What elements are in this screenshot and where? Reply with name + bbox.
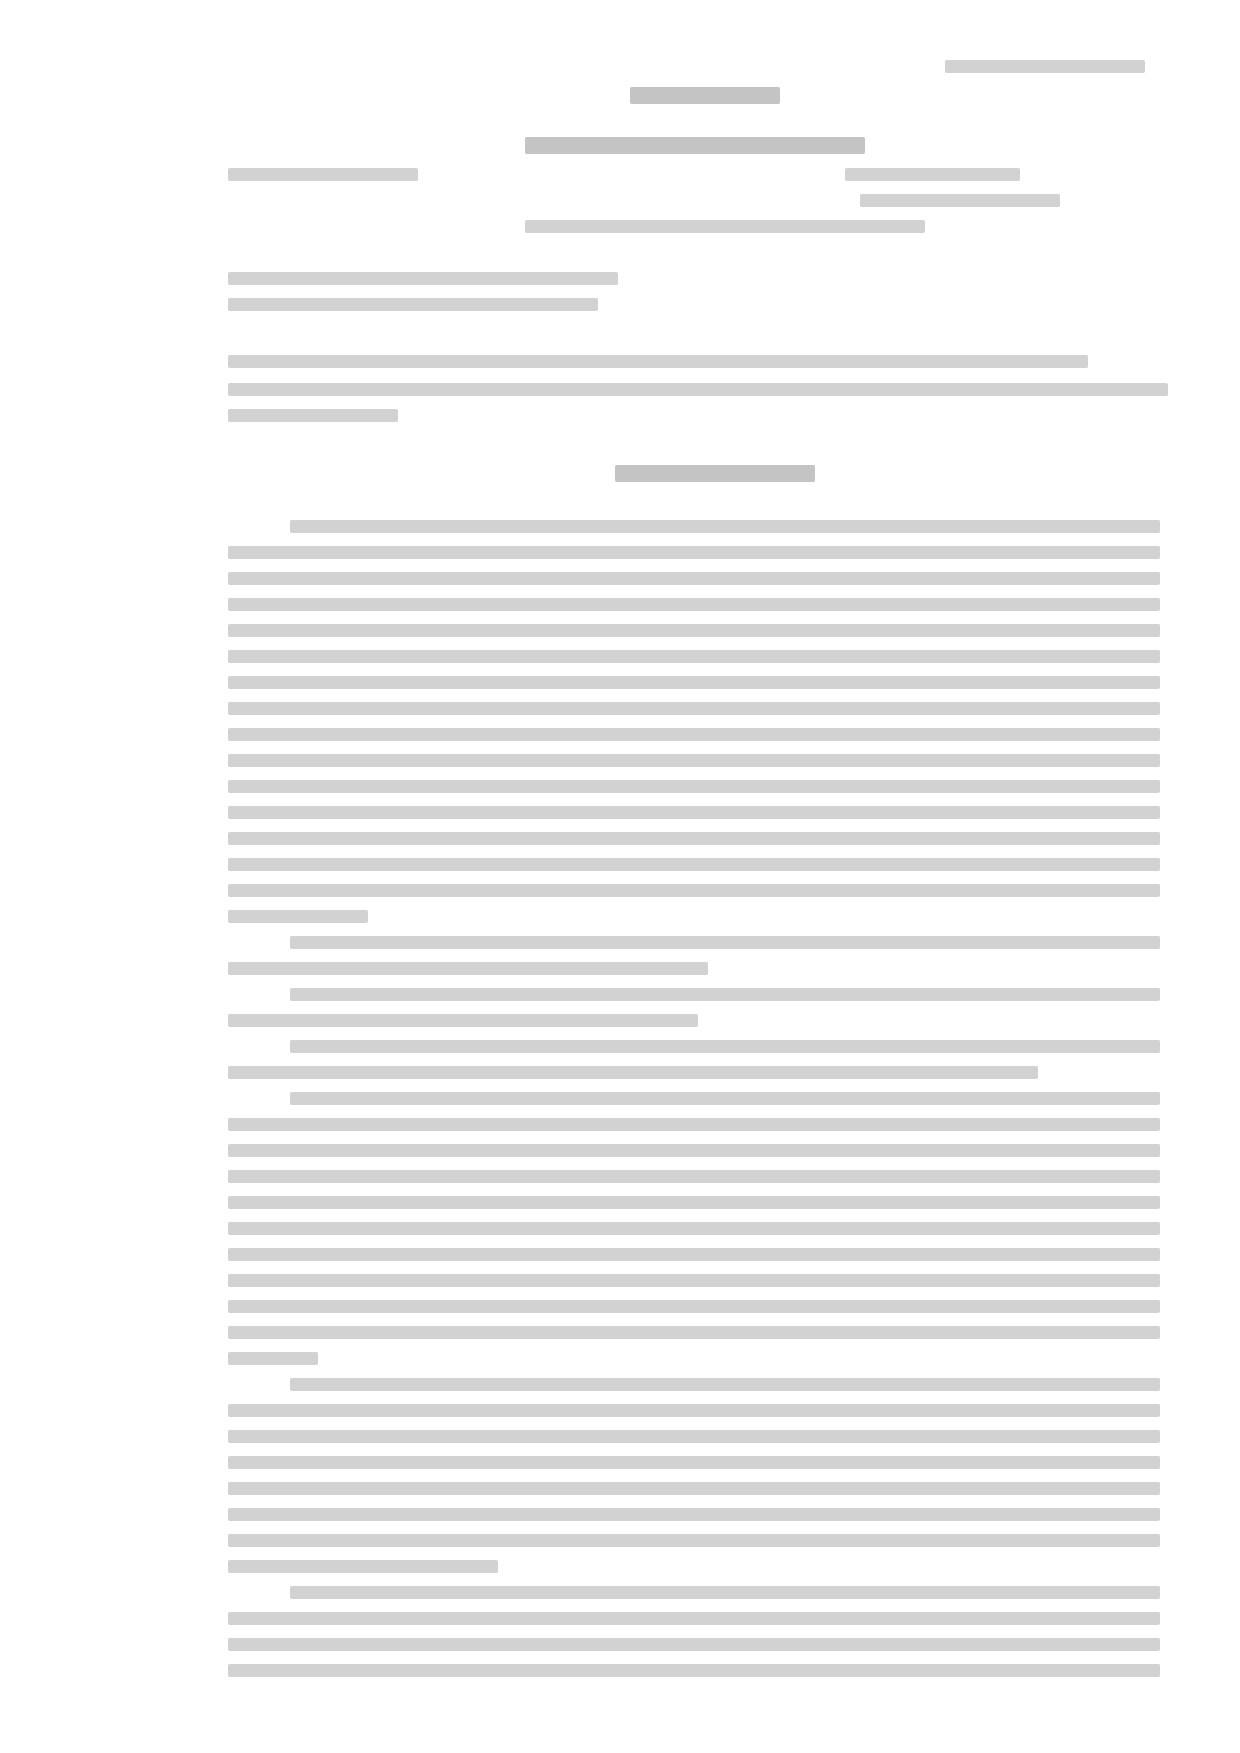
- body-line: [290, 1378, 1160, 1391]
- body-line: [228, 1274, 1160, 1287]
- body-line: [228, 780, 1160, 793]
- body-line: [228, 1508, 1160, 1521]
- body-line: [228, 754, 1160, 767]
- body-line: [290, 936, 1160, 949]
- body-line: [228, 624, 1160, 637]
- body-line: [228, 572, 1160, 585]
- body-line: [228, 1456, 1160, 1469]
- body-line: [228, 1664, 1160, 1677]
- body-line: [228, 1170, 1160, 1183]
- body-line: [228, 1352, 318, 1365]
- presiding-judge-line: [228, 272, 618, 285]
- city-line: [845, 168, 1020, 181]
- body-line: [228, 962, 708, 975]
- body-line: [228, 546, 1160, 559]
- case-subject-line-3: [228, 409, 398, 422]
- case-subject-line-2: [228, 383, 1168, 396]
- body-line: [228, 598, 1160, 611]
- body-line: [228, 1066, 1038, 1079]
- body-line: [228, 1014, 698, 1027]
- body-line: [290, 1092, 1160, 1105]
- body-line: [228, 650, 1160, 663]
- body-line: [228, 806, 1160, 819]
- body-line: [228, 1326, 1160, 1339]
- body-line: [228, 1222, 1160, 1235]
- body-line: [228, 1560, 498, 1573]
- body-line: [290, 1040, 1160, 1053]
- body-line: [228, 858, 1160, 871]
- body-line: [228, 1144, 1160, 1157]
- body-line: [290, 988, 1160, 1001]
- document-subheading-line: [525, 137, 865, 154]
- body-line: [228, 910, 368, 923]
- body-line: [228, 1612, 1160, 1625]
- document-heading-line: [630, 87, 780, 104]
- body-line: [290, 520, 1160, 533]
- body-line: [228, 728, 1160, 741]
- secretary-line: [228, 298, 598, 311]
- body-line: [228, 1482, 1160, 1495]
- body-line: [228, 1300, 1160, 1313]
- body-line: [228, 1196, 1160, 1209]
- case-subject-line-1: [228, 355, 1088, 368]
- body-line: [228, 1404, 1160, 1417]
- body-line: [228, 1118, 1160, 1131]
- section-heading-line: [615, 465, 815, 482]
- body-line: [290, 1586, 1160, 1599]
- body-line: [228, 1638, 1160, 1651]
- region-line: [860, 194, 1060, 207]
- body-line: [228, 1534, 1160, 1547]
- body-line: [228, 884, 1160, 897]
- date-line: [228, 168, 418, 181]
- body-line: [228, 1248, 1160, 1261]
- case-number-line: [945, 60, 1145, 73]
- court-line: [525, 220, 925, 233]
- body-line: [228, 832, 1160, 845]
- body-line: [228, 676, 1160, 689]
- body-line: [228, 702, 1160, 715]
- body-line: [228, 1430, 1160, 1443]
